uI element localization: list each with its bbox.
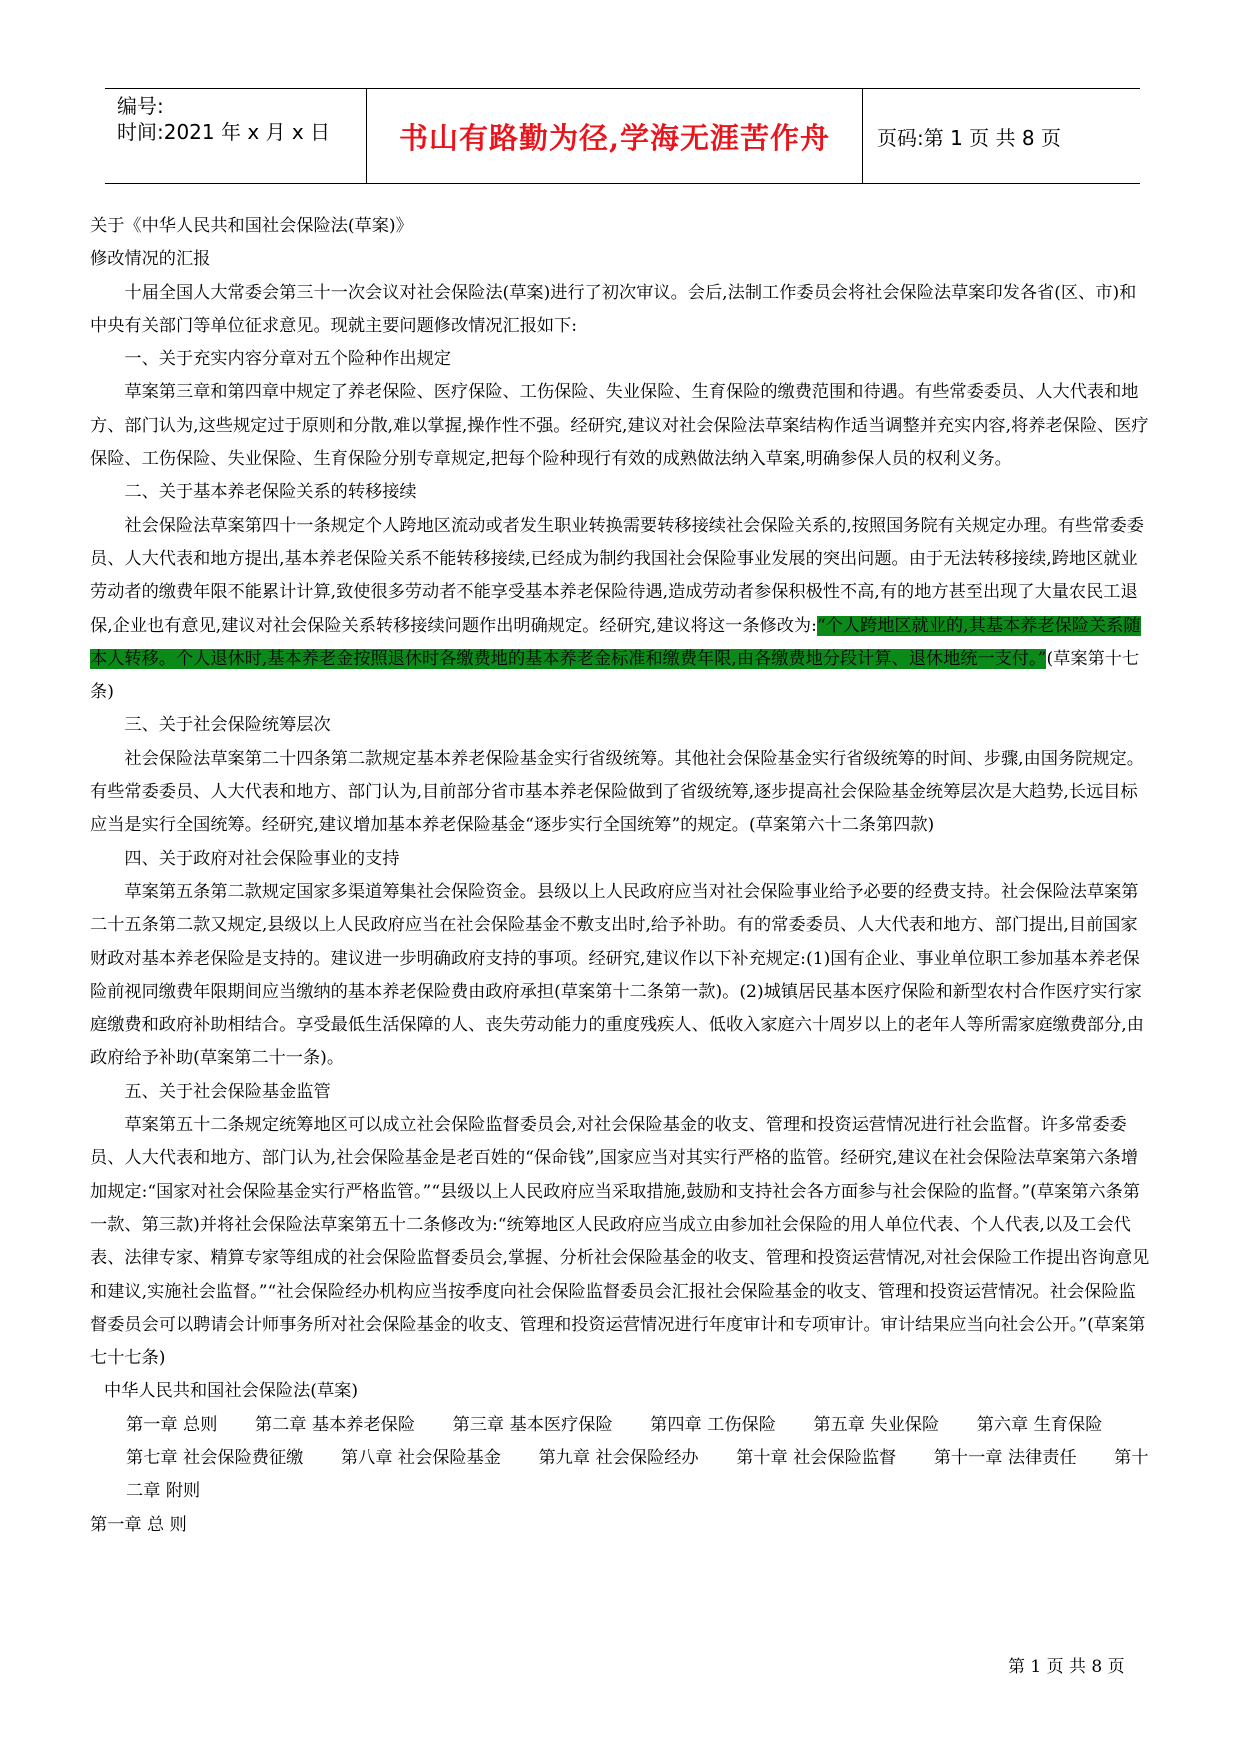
section-paragraph-2 xyxy=(90,510,1150,710)
section-heading-4: 四、关于政府对社会保险事业的支持 xyxy=(124,848,400,869)
header-page-cell xyxy=(863,89,1140,183)
page-number-label: 页码:第 1 页 共 8 页 xyxy=(877,125,1061,150)
section-paragraph-4: 草案第五条第二款规定国家多渠道筹集社会保险资金。县级以上人民政府应当对社会保险事业给予必要的经费支持。社会保险法草案第二十五条第二款又规定,县级以上人民政府应当在社会保险基金不敷支出时,给予补助。有的常委委员、人大代表和地方、部门提出,目前国家财政对基本养老保险是支持的。建议进一步明确政府支持的事项。经研究,建议作以下补充规定:(1)国有企业、事业单位职工参加基本养老保险前视同缴费年限期间应当缴纳的基本养老保险费由政府承担(草案第十二条第一款)。(2)城镇居民基本医疗保险和新型农村合作医疗实行家庭缴费和政府补助相结合。享受最低生活保障的人、丧失劳动能力的重度残疾人、低收入家庭六十周岁以上的老年人等所需家庭缴费部分,由政府给予补助(草案第二十一条)。 xyxy=(90,881,1144,1069)
toc-chapter-10: 第十章 社会保险监督 xyxy=(736,1447,897,1468)
highlighted-amendment: “个人跨地区就业的,其基本养老保险关系随本人转移。个人退休时,基本养老金按照退休时各缴费地的基本养老金标准和缴费年限,由各缴费地分段计算、退休地统一支付。” xyxy=(90,615,1141,669)
section-paragraph-5: 草案第五十二条规定统筹地区可以成立社会保险监督委员会,对社会保险基金的收支、管理和投资运营情况进行社会监督。许多常委委员、人大代表和地方、部门认为,社会保险基金是老百姓的“保命钱”,国家应当对其实行严格的监管。经研究,建议在社会保险法草案第六条增加规定:“国家对社会保险基金实行严格监管。”“县级以上人民政府应当采取措施,鼓励和支持社会各方面参与社会保险的监督。”(草案第六条第一款、第三款)并将社会保险法草案第五十二条修改为:“统筹地区人民政府应当成立由参加社会保险的用人单位代表、个人代表,以及工会代表、法律专家、精算专家等组成的社会保险监督委员会,掌握、分析社会保险基金的收支、管理和投资运营情况,对社会保险工作提出咨询意见和建议,实施社会监督。”“社会保险经办机构应当按季度向社会保险监督委员会汇报社会保险基金的收支、管理和投资运营情况。社会保险监督委员会可以聘请会计师事务所对社会保险基金的收支、管理和投资运营情况进行年度审计和专项审计。审计结果应当向社会公开。”(草案第七十七条) xyxy=(90,1115,1150,1369)
toc-chapter-4: 第四章 工伤保险 xyxy=(650,1414,776,1435)
report-title-line1: 关于《中华人民共和国社会保险法(草案)》 xyxy=(90,216,413,236)
section-heading-1: 一、关于充实内容分章对五个险种作出规定 xyxy=(124,349,451,370)
toc-chapter-6: 第六章 生育保险 xyxy=(976,1414,1103,1435)
section-heading-3: 三、关于社会保险统筹层次 xyxy=(124,715,331,736)
document-time-label: 时间:2021 年 x 月 x 日 xyxy=(117,120,331,144)
document-header-table xyxy=(105,88,1140,184)
toc-chapter-11: 第十一章 法律责任 xyxy=(933,1447,1077,1468)
report-title-line2: 修改情况的汇报 xyxy=(90,249,211,270)
section-paragraph-2-text: 社会保险法草案第四十一条规定个人跨地区流动或者发生职业转换需要转移接续社会保险关系的,按照国务院有关规定办理。有些常委委员、人大代表和地方提出,基本养老保险关系不能转移接续,已经成为制约我国社会保险事业发展的突出问题。由于无法转移接续,跨地区就业劳动者的缴费年限不能累计计算,致使很多劳动者不能享受基本养老保险待遇,造成劳动者参保积极性不高,有的地方甚至出现了大量农民工退保,企业也有意见,建议对社会保险关系转移接续问题作出明确规定。经研究,建议将这一条修改为: xyxy=(90,515,1144,636)
section-heading-5: 五、关于社会保险基金监管 xyxy=(124,1081,331,1102)
toc-chapter-12: 第十二章 附则 xyxy=(126,1447,1149,1502)
intro-paragraph: 十届全国人大常委会第三十一次会议对社会保险法(草案)进行了初次审议。会后,法制工作委员会将社会保险法草案印发各省(区、市)和中央有关部门等单位征求意见。现就主要问题修改情况汇报如下: xyxy=(90,282,1137,336)
toc-chapter-9: 第九章 社会保险经办 xyxy=(538,1447,699,1468)
document-body xyxy=(90,210,1150,1542)
motto-text: 书山有路勤为径,学海无涯苦作舟 xyxy=(398,120,831,155)
section-paragraph-3: 社会保险法草案第二十四条第二款规定基本养老保险基金实行省级统筹。其他社会保险基金实行省级统筹的时间、步骤,由国务院规定。有些常委委员、人大代表和地方、部门认为,目前部分省市基本养老保险做到了省级统筹,逐步提高社会保险基金统筹层次是大趋势,长远目标应当是实行全国统筹。经研究,建议增加基本养老保险基金“逐步实行全国统筹”的规定。(草案第六十二条第四款) xyxy=(90,748,1144,836)
section-heading-2: 二、关于基本养老保险关系的转移接续 xyxy=(124,482,417,503)
section-paragraph-2-ref: (草案第十七条) xyxy=(90,648,1140,703)
document-number-label: 编号: xyxy=(117,94,164,118)
chapter-1-heading: 第一章 总 则 xyxy=(90,1514,187,1535)
toc-chapter-5: 第五章 失业保险 xyxy=(813,1414,940,1435)
header-motto-cell xyxy=(367,89,863,183)
toc-chapter-7: 第七章 社会保险费征缴 xyxy=(126,1447,304,1468)
toc-chapter-2: 第二章 基本养老保险 xyxy=(254,1414,416,1435)
table-of-contents xyxy=(90,1409,1150,1509)
header-meta-cell xyxy=(105,89,367,183)
toc-chapter-1: 第一章 总则 xyxy=(126,1414,218,1435)
page-footer: 第 1 页 共 8 页 xyxy=(1008,1657,1125,1677)
law-title: 中华人民共和国社会保险法(草案) xyxy=(104,1381,359,1402)
toc-chapter-8: 第八章 社会保险基金 xyxy=(340,1447,501,1468)
toc-chapter-3: 第三章 基本医疗保险 xyxy=(452,1414,613,1435)
section-paragraph-1: 草案第三章和第四章中规定了养老保险、医疗保险、工伤保险、失业保险、生育保险的缴费范围和待遇。有些常委委员、人大代表和地方、部门认为,这些规定过于原则和分散,难以掌握,操作性不强。经研究,建议对社会保险法草案结构作适当调整并充实内容,将养老保险、医疗保险、工伤保险、失业保险、生育保险分别专章规定,把每个险种现行有效的成熟做法纳入草案,明确参保人员的权利义务。 xyxy=(90,382,1149,470)
